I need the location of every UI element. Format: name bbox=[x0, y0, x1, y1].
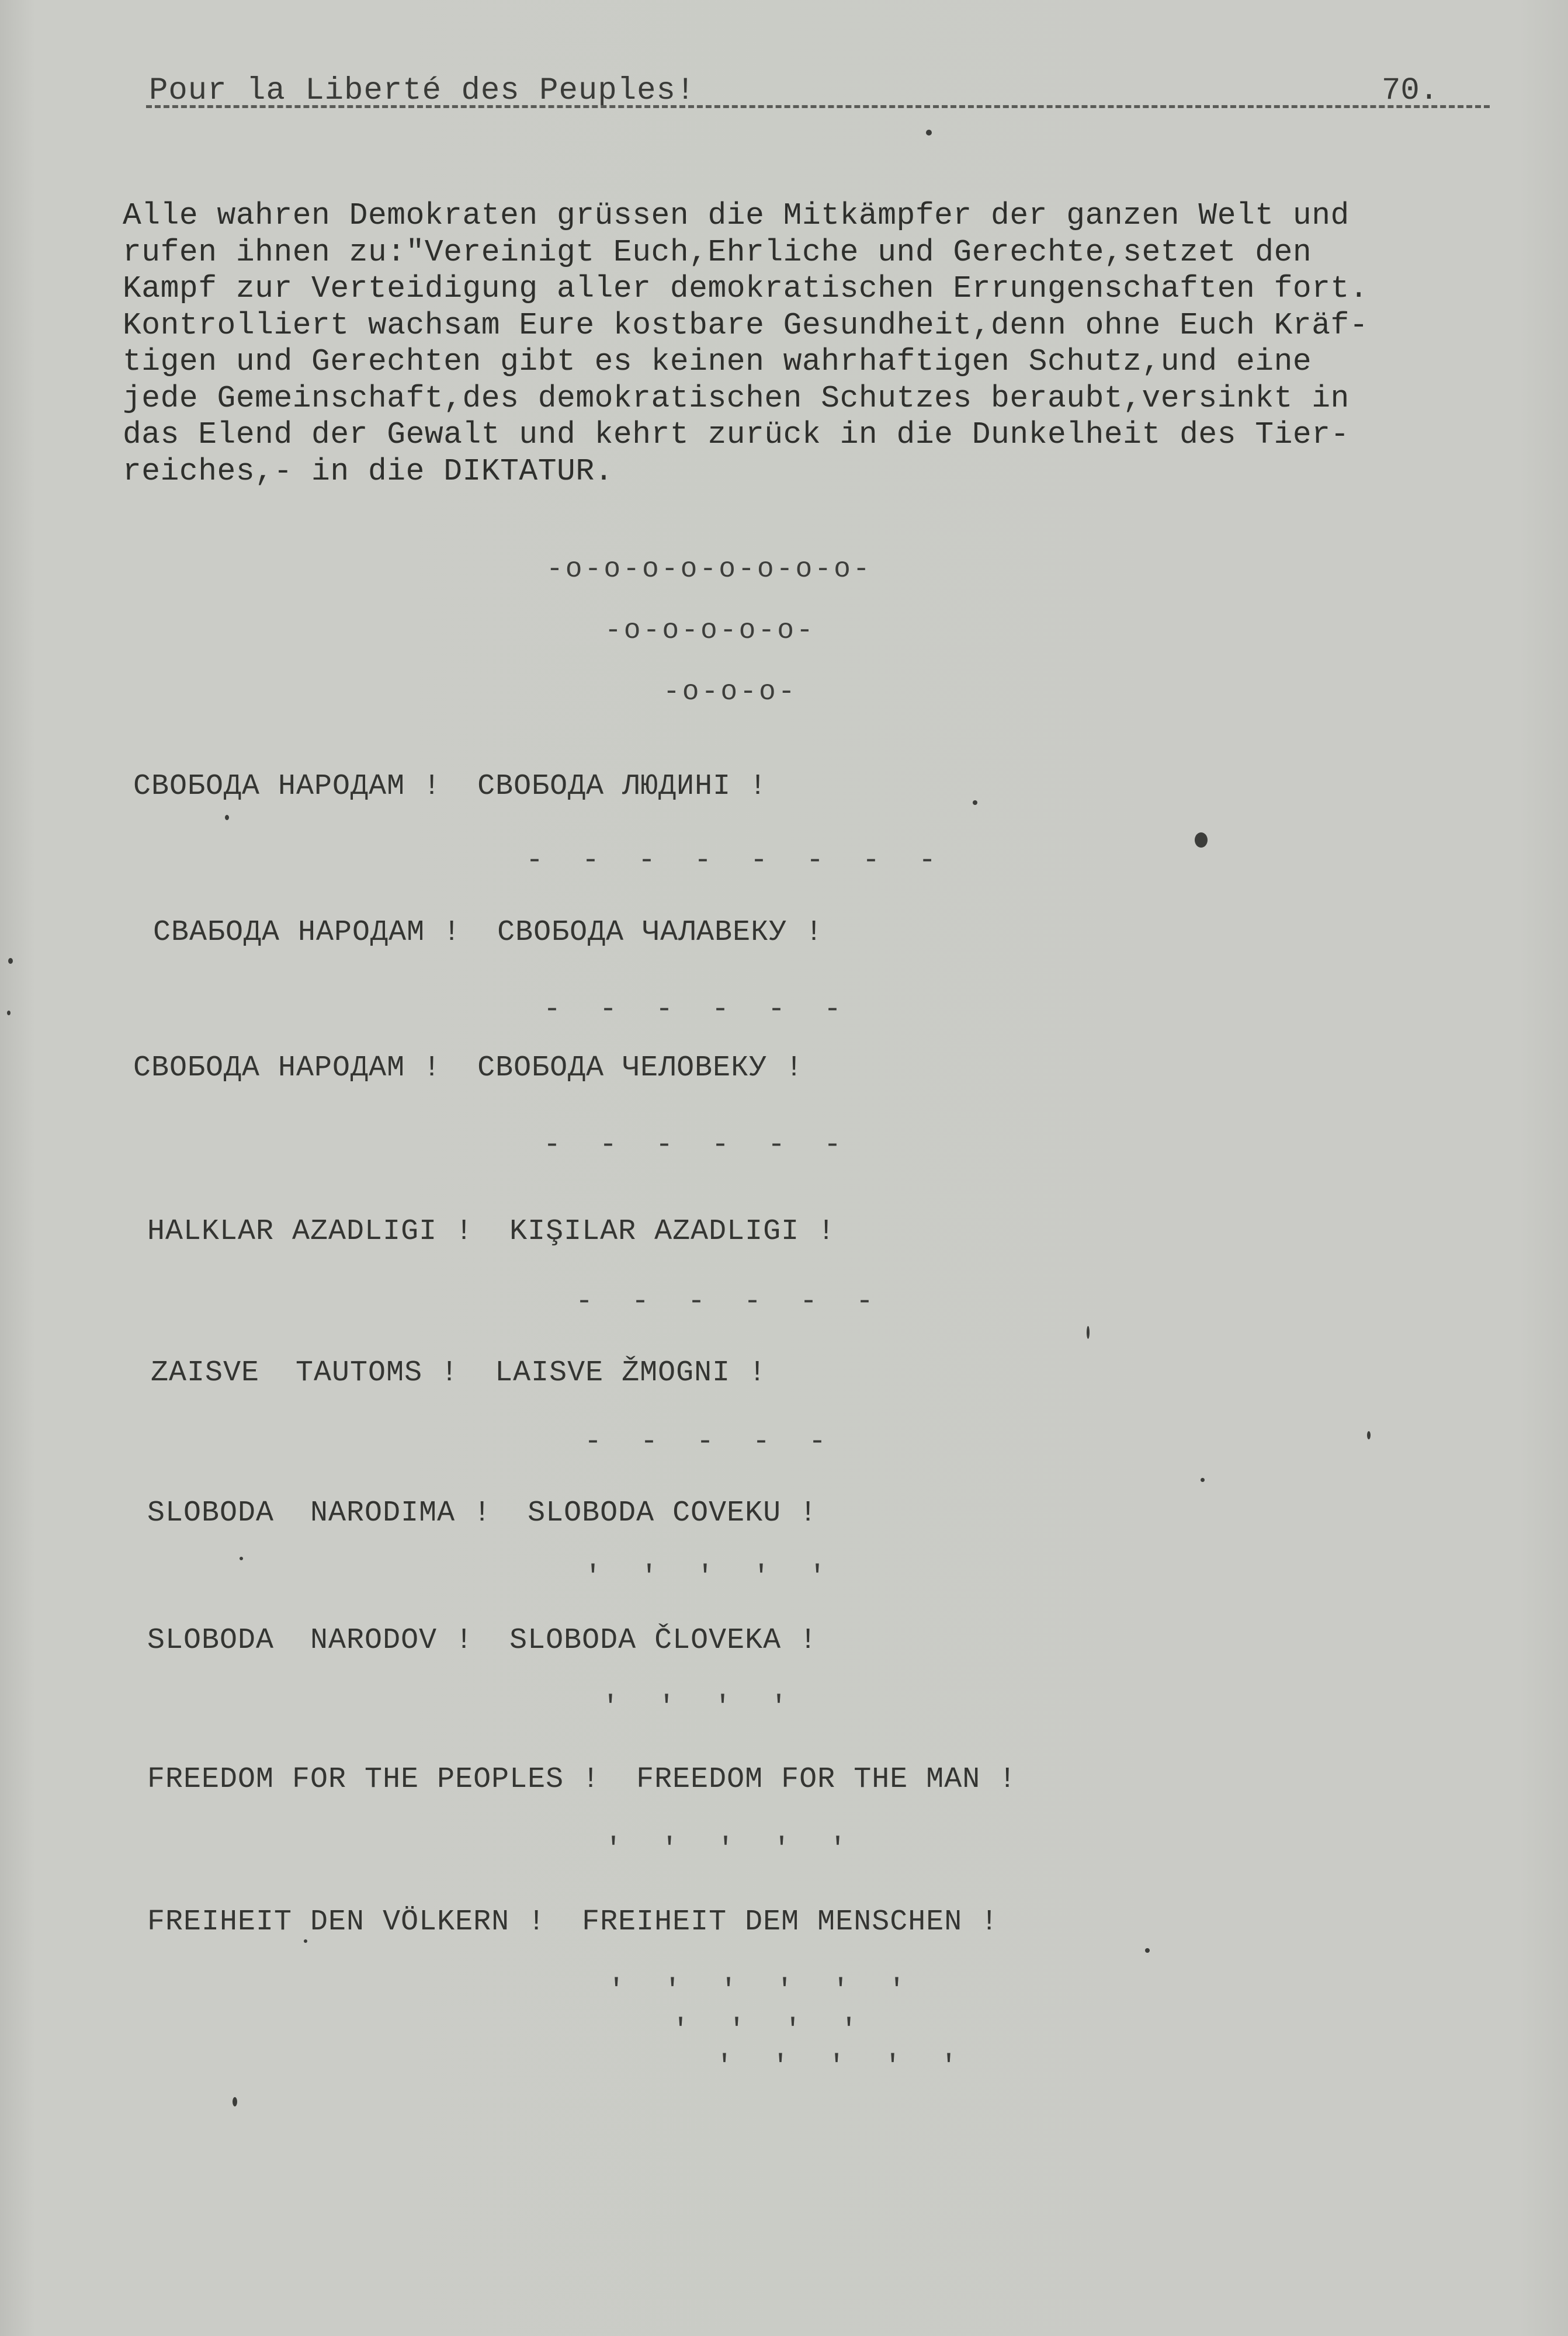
paragraph-line: das Elend der Gewalt und kehrt zurück in die Dunkelheit des Tier- bbox=[123, 417, 1350, 452]
paper-speck bbox=[973, 800, 977, 805]
slogan-russian: СВОБОДА НАРОДАМ ! СВОБОДА ЧЕЛОВЕКУ ! bbox=[133, 1051, 804, 1085]
separator: ' ' ' ' ' ' bbox=[608, 1974, 917, 2008]
paragraph-line: reiches,- in die DIKTATUR. bbox=[123, 453, 613, 489]
separator: ' ' ' ' ' bbox=[605, 1833, 858, 1866]
page-header-title: Pour la Liberté des Peuples! bbox=[149, 73, 696, 109]
paragraph-line: tigen und Gerechten gibt es keinen wahrhaftigen Schutz,und eine bbox=[123, 344, 1312, 379]
separator: - - - - - - bbox=[543, 1129, 852, 1162]
paragraph-line: Kontrolliert wachsam Eure kostbare Gesundheit,denn ohne Euch Kräf- bbox=[123, 307, 1369, 343]
paper-speck bbox=[7, 1011, 11, 1015]
paragraph-line: Alle wahren Demokraten grüssen die Mitkämpfer der ganzen Welt und bbox=[123, 198, 1350, 233]
slogan-azerbaijani: HALKLAR AZADLIGI ! KIŞILAR AZADLIGI ! bbox=[147, 1215, 836, 1248]
slogan-lithuanian: ZAISVE TAUTOMS ! LAISVE ŽMOGNI ! bbox=[151, 1356, 767, 1390]
slogan-belarusian: СВАБОДА НАРОДАМ ! СВОБОДА ЧАЛАВЕКУ ! bbox=[153, 916, 824, 949]
paper-speck bbox=[240, 1557, 243, 1560]
paper-speck bbox=[8, 958, 13, 964]
header-rule bbox=[146, 105, 1490, 108]
separator: ' ' ' ' ' bbox=[716, 2050, 969, 2084]
slogan-slovenian: SLOBODA NARODOV ! SLOBODA ČLOVEKA ! bbox=[147, 1624, 818, 1657]
separator: - - - - - - bbox=[575, 1285, 884, 1318]
slogan-german: FREIHEIT DEN VÖLKERN ! FREIHEIT DEM MENSCHEN ! bbox=[147, 1905, 999, 1939]
paragraph-line: jede Gemeinschaft,des demokratischen Schutzes beraubt,versinkt in bbox=[123, 380, 1350, 416]
separator: ' ' ' ' ' bbox=[584, 1561, 837, 1594]
paper-speck bbox=[926, 130, 932, 136]
paper-speck bbox=[1145, 1948, 1150, 1953]
paper-speck bbox=[225, 815, 229, 820]
ornament-line: -o-o-o-o-o- bbox=[605, 615, 816, 647]
slogan-ukrainian: СВОБОДА НАРОДАМ ! СВОБОДА ЛЮДИНІ ! bbox=[133, 770, 768, 803]
ornament-line: -o-o-o- bbox=[663, 676, 797, 708]
body-paragraph bbox=[123, 197, 1513, 490]
separator: - - - - - - - - bbox=[526, 844, 947, 877]
paper-speck bbox=[1087, 1326, 1090, 1339]
page-number: 70. bbox=[1382, 73, 1439, 109]
paragraph-line: Kampf zur Verteidigung aller demokratischen Errungenschaften fort. bbox=[123, 271, 1369, 306]
ornament-line: -o-o-o-o-o-o-o-o- bbox=[546, 554, 872, 585]
paragraph-line: rufen ihnen zu:"Vereinigt Euch,Ehrliche und Gerechte,setzet den bbox=[123, 234, 1312, 270]
paper-speck bbox=[304, 1939, 307, 1943]
slogan-english: FREEDOM FOR THE PEOPLES ! FREEDOM FOR THE MAN ! bbox=[147, 1763, 1017, 1796]
paper-speck bbox=[1195, 832, 1208, 848]
separator: ' ' ' ' bbox=[602, 1691, 799, 1724]
slogan-serbocroatian: SLOBODA NARODIMA ! SLOBODA COVEKU ! bbox=[147, 1497, 818, 1530]
paper-speck bbox=[233, 2097, 237, 2106]
paper-speck bbox=[1201, 1478, 1205, 1482]
paper-speck bbox=[1367, 1431, 1371, 1439]
separator: ' ' ' ' bbox=[672, 2014, 869, 2047]
separator: - - - - - bbox=[584, 1425, 837, 1459]
separator: - - - - - - bbox=[543, 993, 852, 1026]
